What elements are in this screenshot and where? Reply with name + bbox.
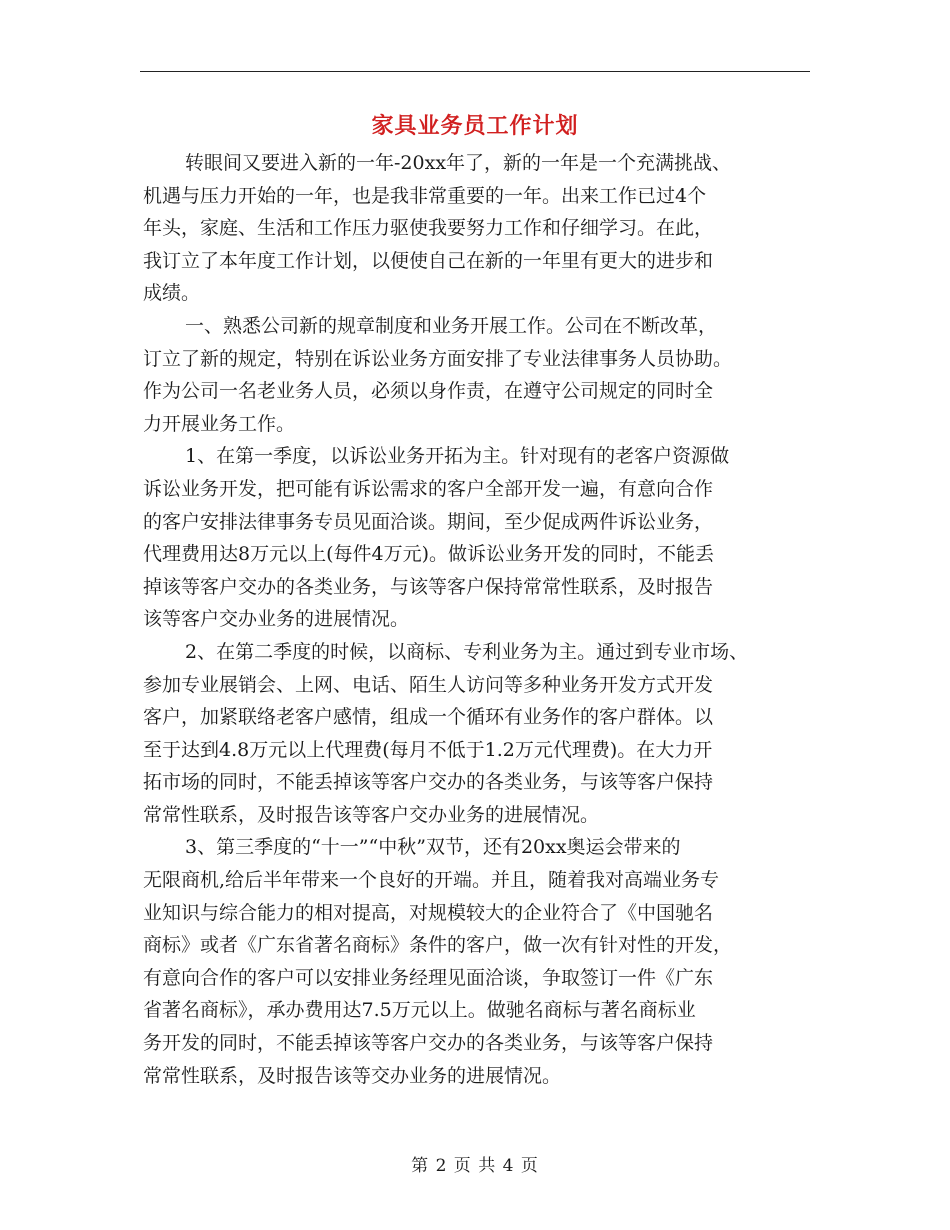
text-line: 代理费用达8万元以上(每件4万元)。做诉讼业务开发的同时，不能丢: [143, 543, 715, 566]
page-number-footer: 第 2 页 共 4 页: [411, 1156, 539, 1176]
text-line: 客户，加紧联络老客户感情，组成一个循环有业务作的客户群体。以: [143, 706, 714, 729]
text-line: 2、在第二季度的时候，以商标、专利业务为主。通过到专业市场、: [185, 640, 749, 663]
text-line: 有意向合作的客户可以安排业务经理见面洽谈，争取签订一件《广东: [143, 966, 714, 989]
text-line: 3、第三季度的“十一”“中秋”双节，还有20xx奥运会带来的: [185, 836, 681, 859]
text-line: 无限商机,给后半年带来一个良好的开端。并且，随着我对高端业务专: [143, 869, 720, 892]
text-line: 务开发的同时，不能丢掉该等客户交办的各类业务，与该等客户保持: [143, 1032, 714, 1055]
text-line: 转眼间又要进入新的一年-20xx年了，新的一年是一个充满挑战、: [185, 152, 732, 174]
header-rule: [140, 71, 810, 72]
text-line: 作为公司一名老业务人员，必须以身作责，在遵守公司规定的同时全: [143, 380, 714, 403]
text-line: 省著名商标》，承办费用达7.5万元以上。做驰名商标与著名商标业: [143, 999, 696, 1022]
text-line: 机遇与压力开始的一年，也是我非常重要的一年。出来工作已过4个: [143, 184, 707, 207]
text-line: 拓市场的同时，不能丢掉该等客户交办的各类业务，与该等客户保持: [143, 771, 714, 794]
text-line: 1、在第一季度，以诉讼业务开拓为主。针对现有的老客户资源做: [185, 445, 730, 468]
text-line: 一、熟悉公司新的规章制度和业务开展工作。公司在不断改革，: [185, 314, 718, 337]
text-line: 年头，家庭、生活和工作压力驱使我要努力工作和仔细学习。在此，: [143, 217, 714, 240]
paragraph-q2: [143, 636, 815, 832]
text-line: 掉该等客户交办的各类业务，与该等客户保持常常性联系，及时报告: [143, 575, 714, 598]
document-title: 家具业务员工作计划: [371, 113, 579, 139]
text-line: 商标》或者《广东省著名商标》条件的客户，做一次有针对性的开发，: [143, 934, 733, 957]
paragraph-q3: [143, 831, 815, 1092]
document-body: [143, 147, 815, 1092]
text-line: 我订立了本年度工作计划，以便使自己在新的一年里有更大的进步和: [143, 249, 714, 272]
paragraph-intro: [143, 147, 815, 310]
text-line: 该等客户交办业务的进展情况。: [143, 608, 410, 631]
text-line: 常常性联系，及时报告该等交办业务的进展情况。: [143, 1064, 562, 1087]
text-line: 业知识与综合能力的相对提高，对规模较大的企业符合了《中国驰名: [143, 901, 714, 924]
text-line: 订立了新的规定，特别在诉讼业务方面安排了专业法律事务人员协助。: [143, 347, 733, 370]
text-line: 力开展业务工作。: [143, 412, 296, 435]
text-line: 诉讼业务开发，把可能有诉讼需求的客户全部开发一遍，有意向合作: [143, 477, 714, 500]
text-line: 成绩。: [143, 282, 201, 305]
text-line: 参加专业展销会、上网、电话、陌生人访问等多种业务开发方式开发: [143, 673, 714, 696]
text-line: 至于达到4.8万元以上代理费(每月不低于1.2万元代理费)。在大力开: [143, 738, 713, 761]
text-line: 的客户安排法律事务专员见面洽谈。期间，至少促成两件诉讼业务，: [143, 510, 714, 533]
paragraph-section-1: [143, 310, 815, 440]
text-line: 常常性联系，及时报告该等客户交办业务的进展情况。: [143, 803, 600, 826]
paragraph-q1: [143, 440, 815, 636]
